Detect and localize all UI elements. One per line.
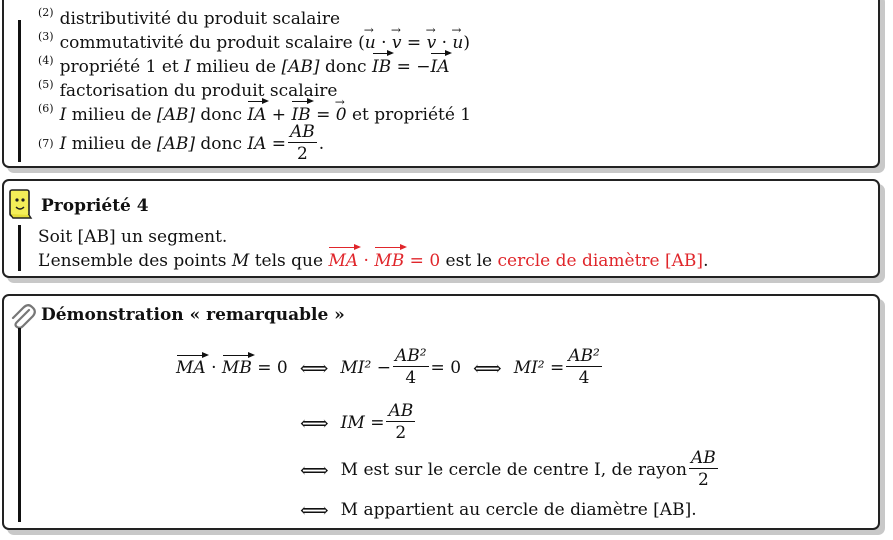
left-rule [18, 328, 21, 522]
note-6: $^{(6)}$ I milieu de [AB] donc IA + IB = → 0 et propriété 1 [38, 98, 471, 126]
left-rule [18, 20, 21, 162]
equation-row-1: MA · MB = 0 ⟺ MI² − $\frac{\text{AB²}}{4}$ = 0 ⟺ MI² = $\frac{\text{AB²}}{4}$ [176, 346, 600, 388]
demonstration-box [2, 294, 880, 530]
book-face-icon [7, 188, 33, 220]
note-2: $^{(2)}$ distributivité du produit scalaire [38, 6, 341, 29]
note-7: (7) I milieu de [AB] donc IA = $\frac{AB}{2}$ . [38, 122, 325, 164]
fraction-ab-2: $\frac{AB}{2}$ [290, 122, 315, 164]
paperclip-icon [7, 302, 37, 332]
note-4: $^{(4)}$ propriété 1 et I milieu de [AB] donc IB = −IA [38, 54, 450, 77]
property-box [2, 179, 880, 278]
equation-row-4: ⟺ M appartient au cercle de diamètre [AB]. [300, 498, 697, 522]
equation-row-2: ⟺ IM = $\frac{AB}{2}$ [300, 401, 414, 443]
left-rule [18, 225, 21, 271]
note-5: $^{(5)}$ factorisation du produit scalaire [38, 78, 338, 101]
highlight-circle: cercle de diamètre [AB] [497, 251, 704, 271]
notes-box [2, 0, 880, 168]
property-line-2: L’ensemble des points M tels que MA · MB = 0 est le cercle de diamètre [AB]. [38, 251, 709, 271]
property-line-1: Soit [AB] un segment. [38, 227, 228, 247]
property-title: Propriété 4 [41, 196, 149, 216]
equation-row-3: ⟺ M est sur le cercle de centre I, de rayon $\frac{AB}{2}$ [300, 448, 716, 490]
note-3: $^{(3)}$ commutativité du produit scalaire (→ u · → v = → v · → u) [38, 26, 470, 54]
demonstration-title: Démonstration « remarquable » [41, 305, 345, 325]
